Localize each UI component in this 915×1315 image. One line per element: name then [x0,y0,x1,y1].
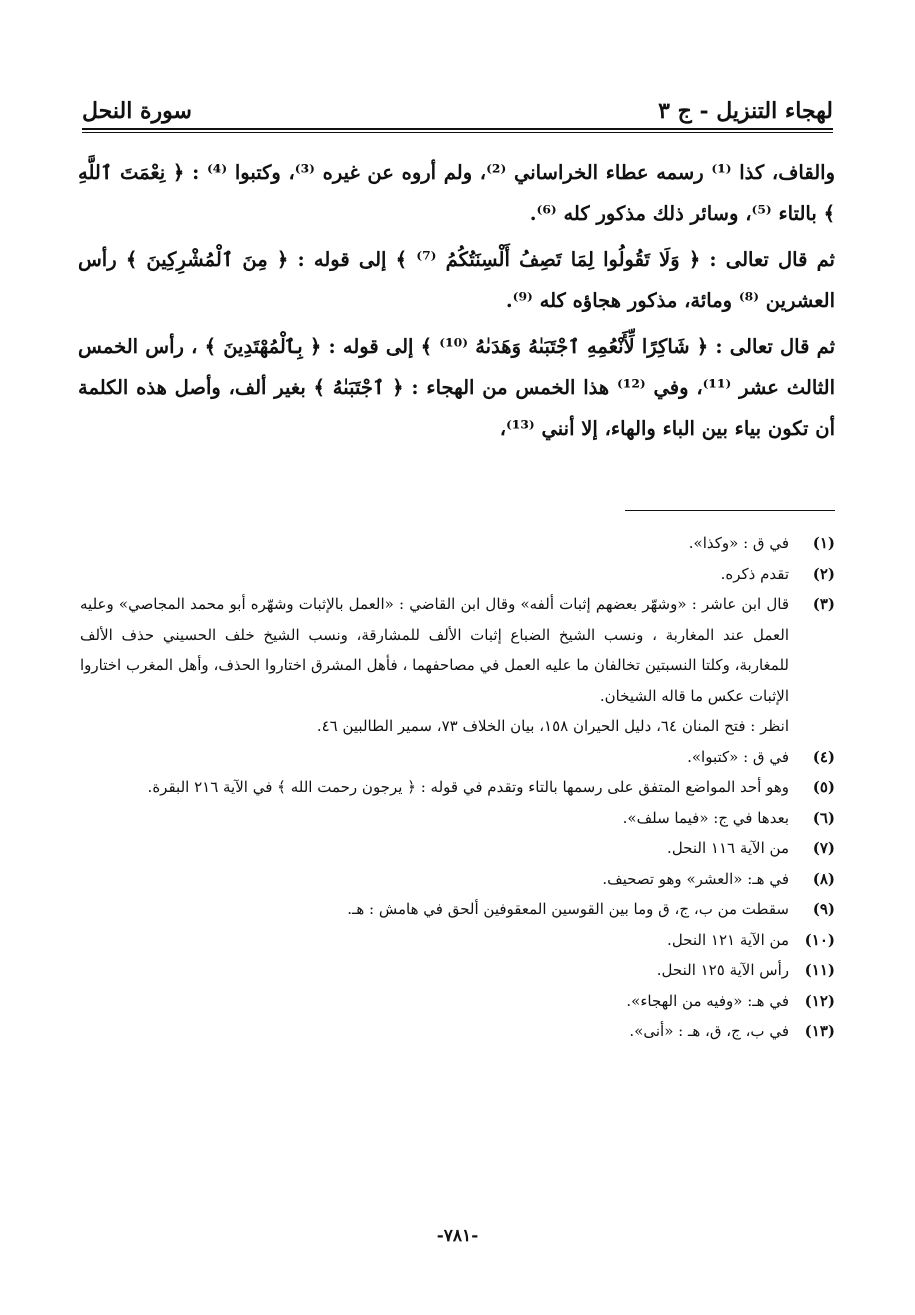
footnote-text: من الآية ١٢١ النحل. [667,930,789,949]
footnote-item [80,986,835,1017]
footnote-number: (٧) [812,839,835,857]
footnote-text: من الآية ١١٦ النحل. [667,839,789,857]
footnote-text: في هـ: «العشر» وهو تصحيف. [602,869,789,888]
footnote-text: رأس الآية ١٢٥ النحل. [656,961,789,979]
footnote-separator [625,510,835,511]
footnote-number: (٤) [812,747,835,766]
footnote-number: (٢) [812,564,835,583]
footnote-number: (٣) [812,595,835,613]
footnote-text [80,589,789,742]
page-number: -٧٨١- [436,1226,479,1246]
footnote-item [80,833,835,864]
main-text [78,152,835,449]
body-paragraph: ثم قال تعالى : ﴿ شَاكِرًا لِّأَنْعُمِهِ ٱجْتَبَىٰهُ وَهَدَىٰهُ ⁽¹⁰⁾ ﴾ إلى قوله : ﴿ بِٱلْمُهْتَدِينَ ﴾ ، رأس الخمس الثالث عشر ⁽¹¹⁾، وفي ⁽¹²⁾ هذا الخمس من الهجاء : ﴿ ٱجْتَبَىٰهُ ﴾ بغير ألف، وأصل هذه الكلمة أن تكون بياء بين الباء والهاء، إلا أنني ⁽¹³⁾، [78,335,836,440]
footnote-text: في ب، ج، ق، هـ : «أنى». [629,1022,789,1040]
footnote-item [80,894,835,925]
header-rule [82,128,833,133]
surah-title: سورة النحل [82,98,192,124]
footnote-references: انظر : فتح المنان ٦٤، دليل الحيران ١٥٨، بيان الخلاف ٧٣، سمير الطالبين ٤٦. [316,717,789,735]
book-title: لهجاء التنزيل - ج ٣ [658,98,833,124]
footnote-text: وهو أحد المواضع المتفق على رسمها بالتاء وتقدم في قوله : ﴿ يرجون رحمت الله ﴾ في الآية ٢١٦ البقرة. [147,778,789,796]
footnote-item [80,803,835,834]
footnotes [80,528,835,1047]
footnote-text: سقطت من ب، ج، ق وما بين القوسين المعقوفين ألحق في هامش : هـ. [347,900,789,918]
footnote-text-main: قال ابن عاشر : «وشهّر بعضهم إثبات ألفه» وقال ابن القاضي : «العمل بالإثبات وشهّره أبو محمد المجاصي» وعليه العمل عند المغاربة ، ونسب الشيخ الضباع إثبات الألف للمشارقة، ونسب الشيخ خلف الحسيني حذف الألف للمغاربة، وكلتا النسبتين تخالفان ما عليه العمل في مصاحفهما ، فأهل المشرق اختاروا الحذف، وأهل المغرب اختاروا الإثبات عكس ما قاله الشيخان. [80,595,789,705]
footnote-item [80,864,835,895]
footnote-item [80,772,835,803]
footnote-item [80,589,835,742]
footnote-number: (٦) [812,808,835,827]
footnote-number: (١) [812,534,835,552]
footnote-item [80,528,835,559]
footnote-number: (٨) [812,869,835,888]
footnote-text: في هـ: «وفيه من الهجاء». [626,991,789,1010]
footnote-item [80,925,835,956]
footnote-text: في ق : «كتبوا». [687,747,789,766]
footnote-text: في ق : «وكذا». [688,534,789,552]
running-header [82,82,833,122]
footnote-number: (٩) [812,900,835,918]
footnote-item [80,1016,835,1047]
footnote-number: (١٠) [804,930,835,949]
footnote-text: بعدها في ج: «فيما سلف». [622,808,789,827]
footnote-number: (٥) [812,778,835,796]
footnote-item [80,742,835,773]
footnote-item [80,955,835,986]
body-paragraph: والقاف، كذا ⁽¹⁾ رسمه عطاء الخراساني ⁽²⁾، ولم أروه عن غيره ⁽³⁾، وكتبوا ⁽⁴⁾ : ﴿ نِعْمَتَ ٱللَّهِ ﴾ بالتاء ⁽⁵⁾، وسائر ذلك مذكور كله ⁽⁶⁾. [78,161,835,225]
body-paragraph: ثم قال تعالى : ﴿ وَلَا تَقُولُوا لِمَا تَصِفُ أَلْسِنَتُكُمُ ⁽⁷⁾ ﴾ إلى قوله : ﴿ مِنَ ٱلْمُشْرِكِينَ ﴾ رأس العشرين ⁽⁸⁾ ومائة، مذكور هجاؤه كله ⁽⁹⁾. [78,248,835,312]
footnote-number: (١١) [804,961,835,979]
footnote-number: (١٢) [804,991,835,1010]
footnote-item [80,559,835,590]
footnote-text: تقدم ذكره. [720,564,789,583]
footnote-number: (١٣) [804,1022,835,1040]
